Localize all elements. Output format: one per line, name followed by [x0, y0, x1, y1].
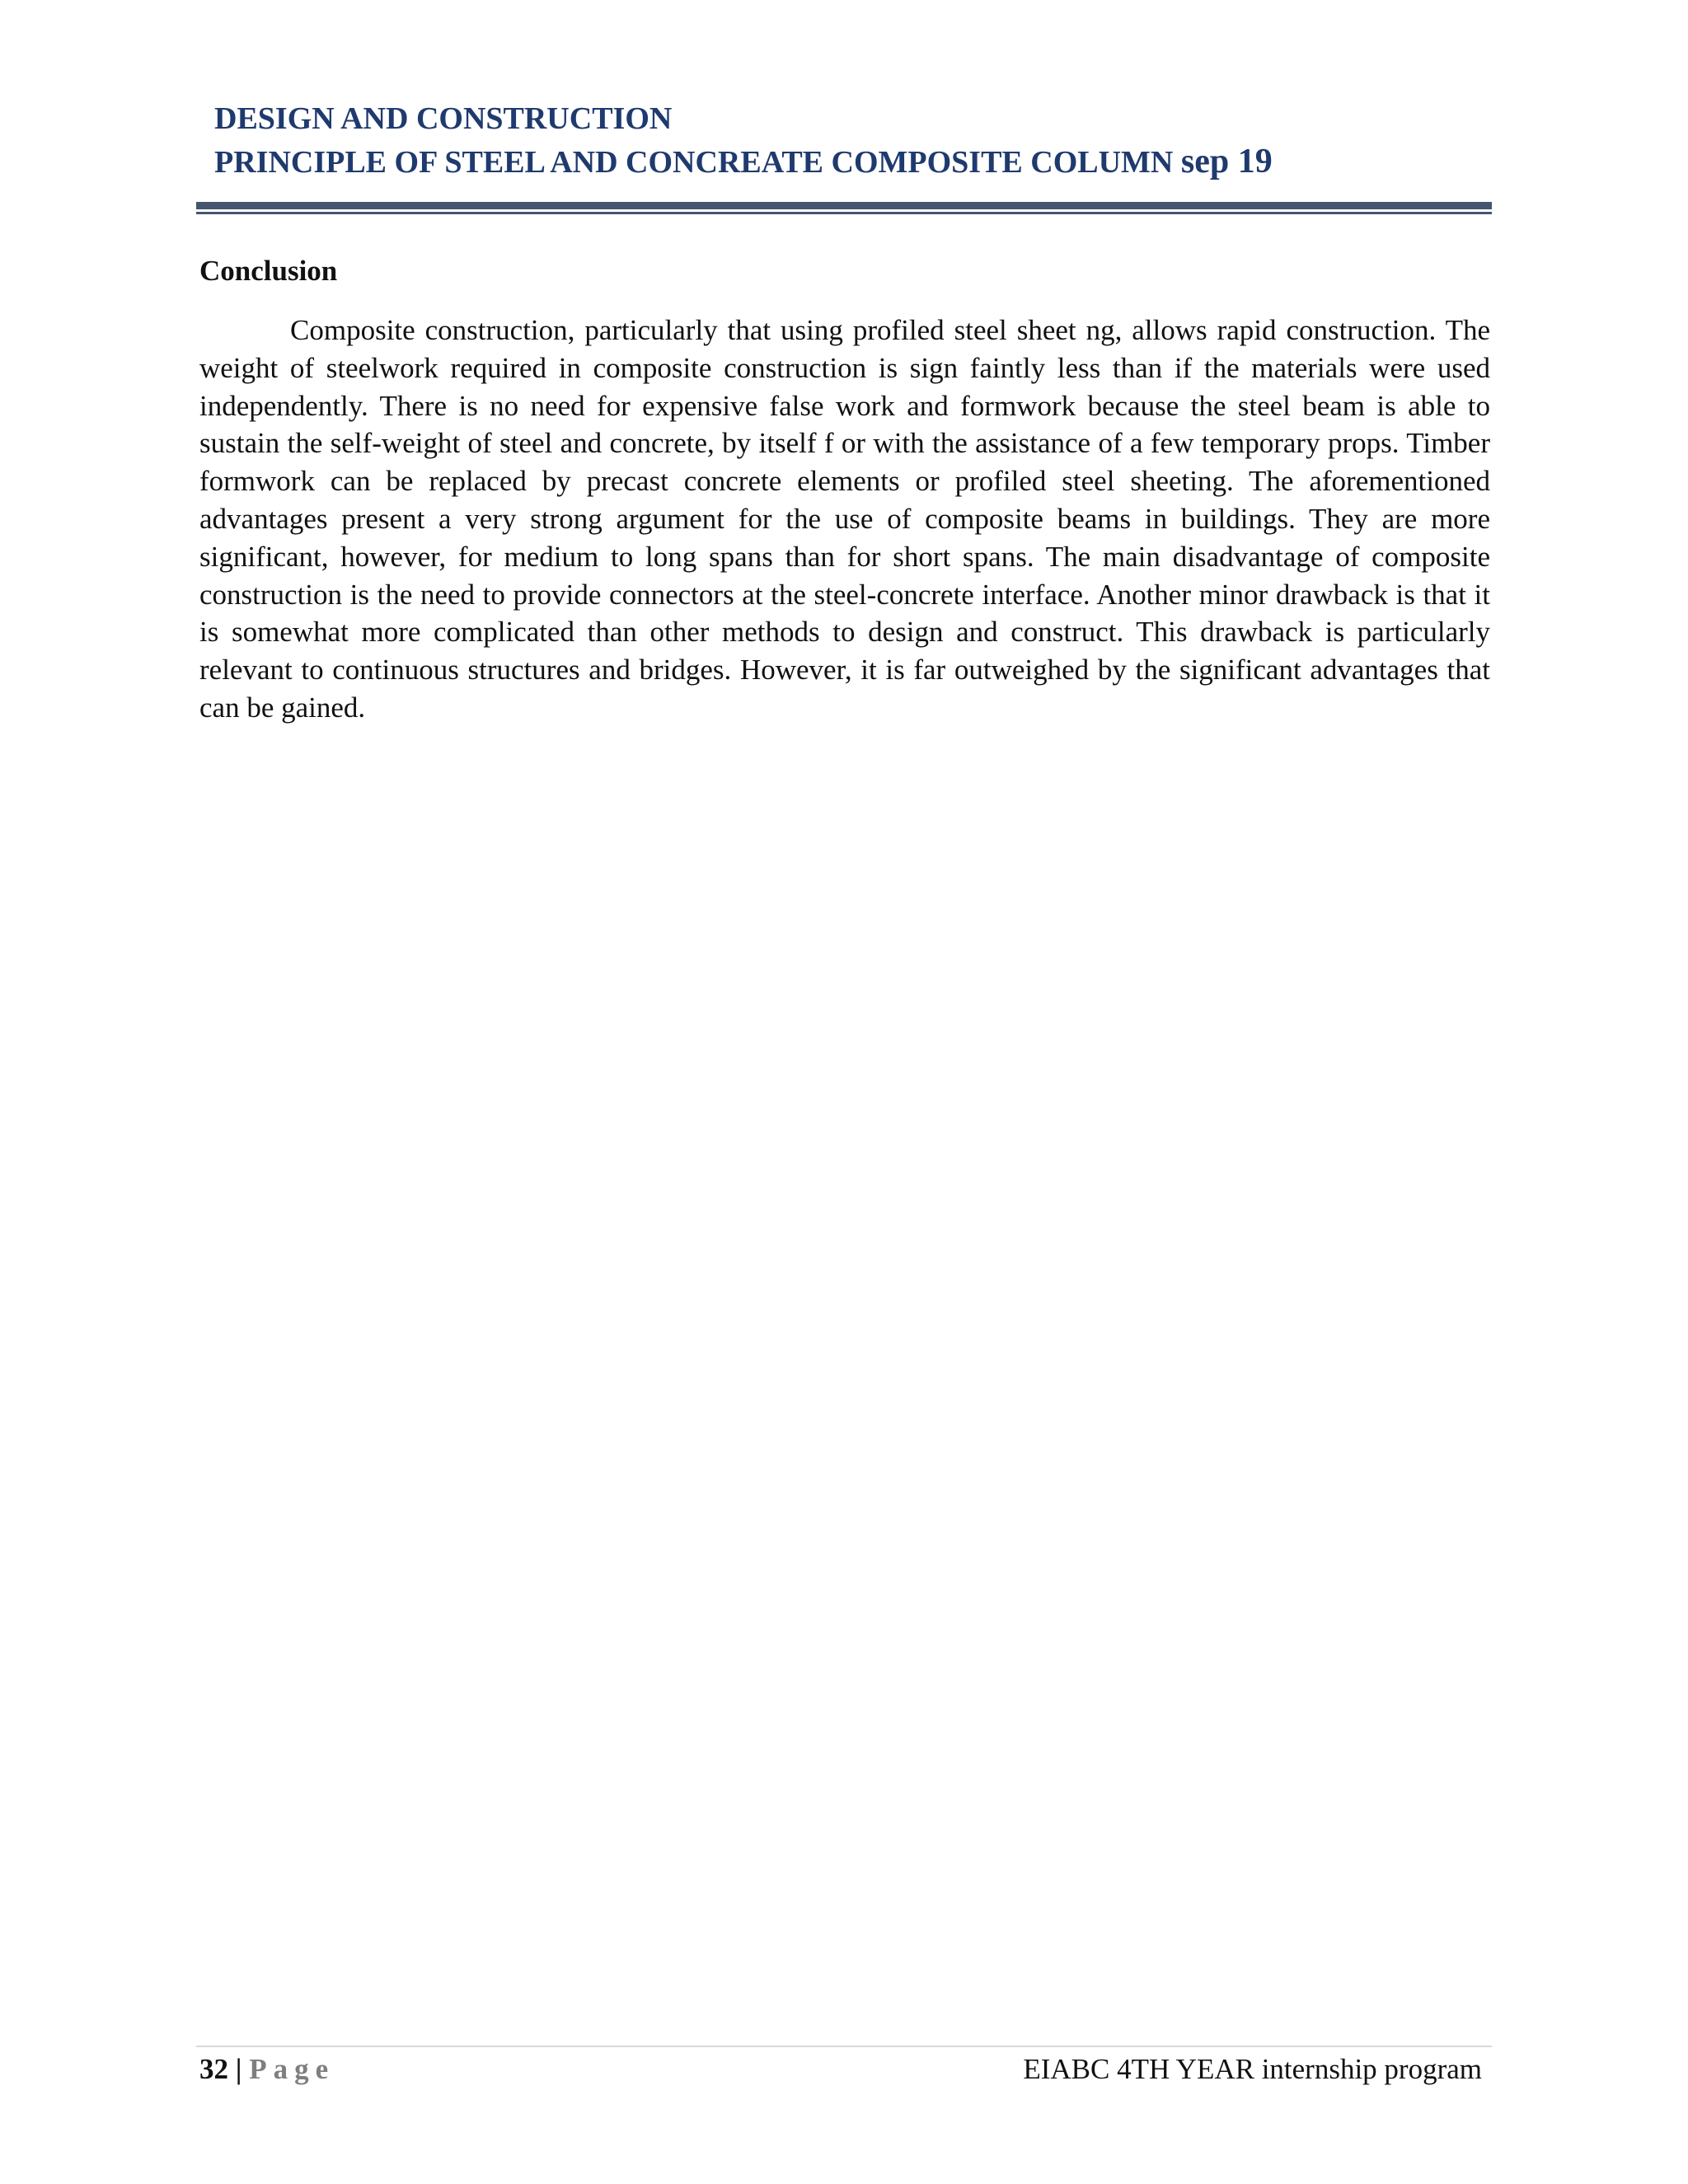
header-divider: [196, 202, 1492, 215]
running-header: [214, 97, 1484, 184]
header-title-line2: [214, 140, 1484, 184]
header-divider-thin: [196, 212, 1492, 214]
footer-program: EIABC 4TH YEAR internship program: [1023, 2053, 1482, 2085]
header-date: sep 19: [1180, 143, 1273, 180]
header-title-line1: DESIGN AND CONSTRUCTION: [214, 101, 673, 136]
page-number: 32: [199, 2053, 228, 2085]
footer-divider: [196, 2046, 1492, 2047]
body-paragraph: Composite construction, particularly that using profiled steel sheet ng, allows rapid construction. The weight of steelwork required in composite construction is sign faintly less than if the materials were used independently. There is no need for expensive false work and formwork because the steel beam is able to sustain the self-weight of steel and concrete, by itself f or with the assistance of a few temporary props. Timber formwork can be replaced by precast concrete elements or profiled steel sheeting. The aforementioned advantages present a very strong argument for the use of composite beams in buildings. They are more significant, however, for medium to long spans than for short spans. The main disadvantage of composite construction is the need to provide connectors at the steel-concrete interface. Another minor drawback is that it is somewhat more complicated than other methods to design and construct. This drawback is particularly relevant to continuous structures and bridges. However, it is far outweighed by the significant advantages that can be gained.: [199, 314, 1490, 724]
section-heading: Conclusion: [199, 255, 338, 287]
header-divider-thick: [196, 202, 1492, 209]
page-footer-number: [199, 2050, 335, 2088]
header-title-line2-text: PRINCIPLE OF STEEL AND CONCREATE COMPOSITE COLUMN: [214, 145, 1174, 180]
page-separator: |: [235, 2053, 242, 2085]
page-label: Page: [249, 2053, 335, 2085]
